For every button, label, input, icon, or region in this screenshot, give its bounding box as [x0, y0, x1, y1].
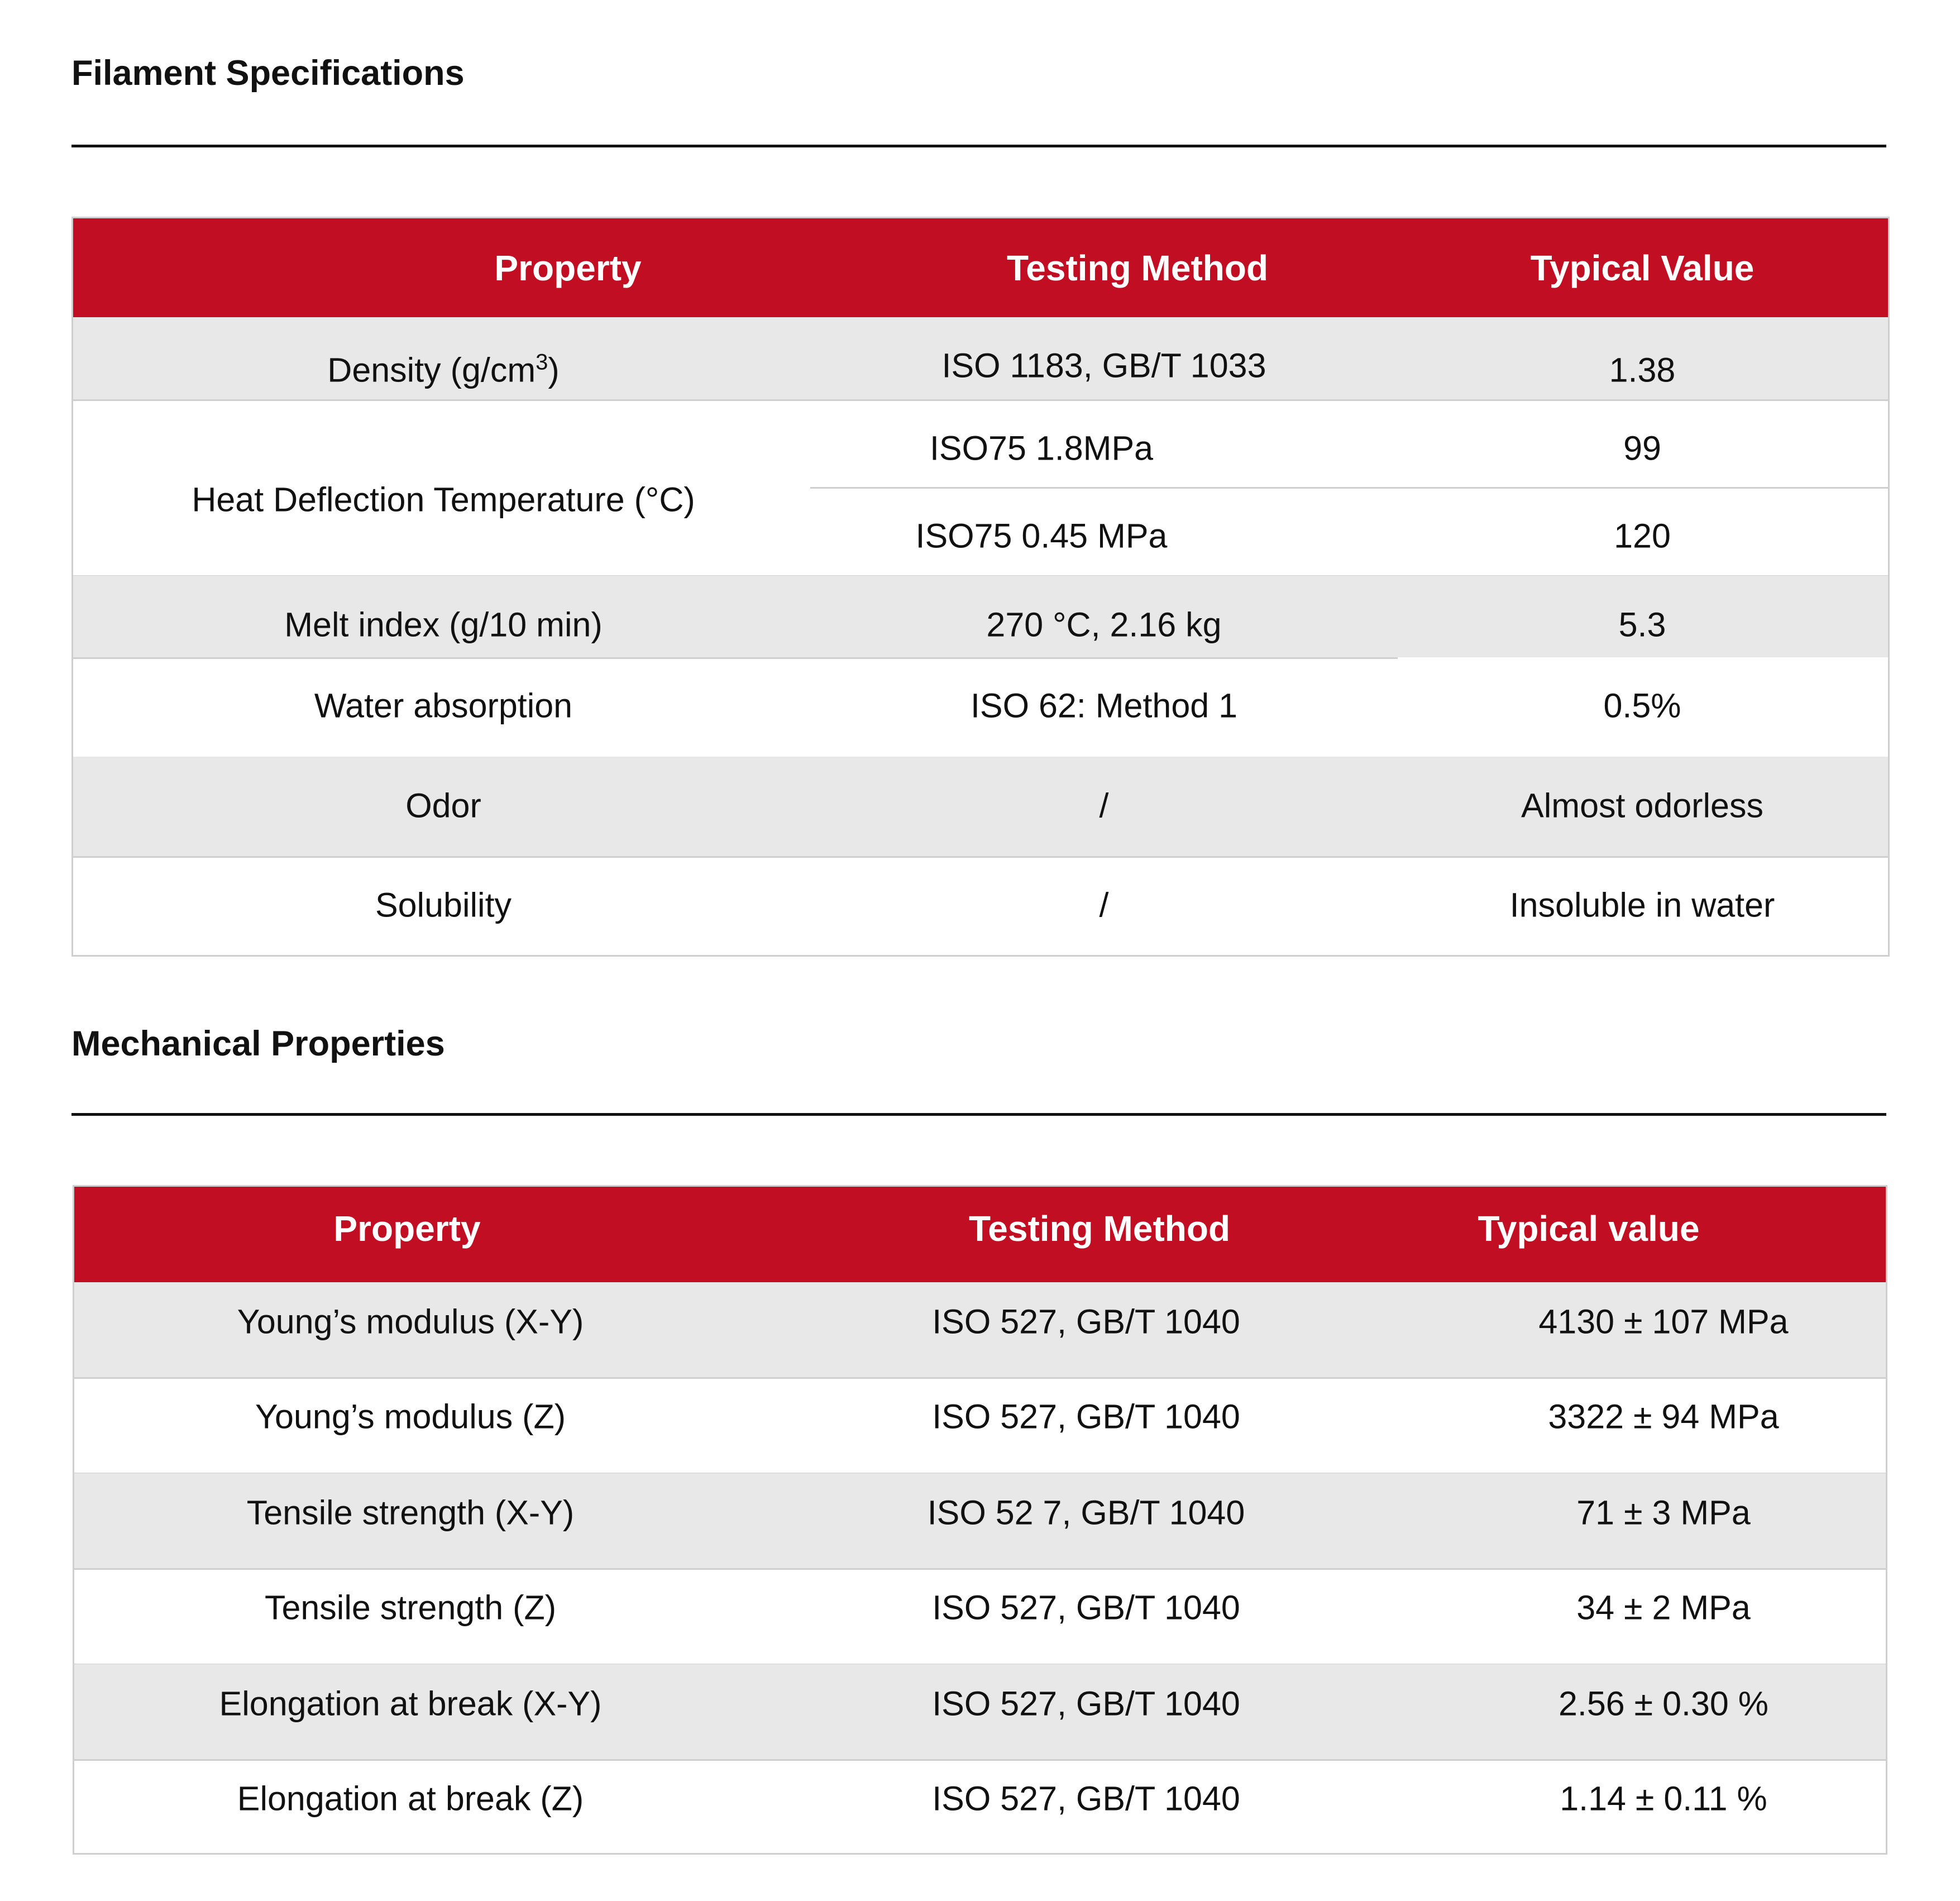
row-melt-value: 5.3 [1618, 605, 1666, 644]
row-odor-property: Odor [405, 786, 481, 825]
row-hdt-value-1: 99 [1623, 429, 1661, 467]
row-tensile-xy-method: ISO 52 7, GB/T 1040 [927, 1493, 1245, 1532]
row-elongation-z-value: 1.14 ± 0.11 % [1560, 1779, 1767, 1818]
row-elongation-z-property: Elongation at break (Z) [237, 1779, 584, 1818]
row-water-value: 0.5% [1603, 686, 1681, 725]
header-typical-value: Typical Value [1530, 248, 1755, 288]
mechanical-properties-table [73, 1185, 1887, 1855]
row-water-method: ISO 62: Method 1 [970, 686, 1238, 725]
row-density-value: 1.38 [1609, 351, 1676, 389]
header-property: Property [333, 1209, 481, 1249]
section-title-filament: Filament Specifications [71, 54, 465, 93]
row-tensile-z-property: Tensile strength (Z) [264, 1588, 557, 1627]
row-solubility-method: / [1099, 886, 1109, 924]
row-divider [74, 1568, 1886, 1570]
row-hdt-value-2: 120 [1614, 517, 1671, 555]
row-density-property: Density $(g/cm^3)$ [327, 350, 560, 389]
row-subdivider [810, 487, 1888, 489]
row-youngs-z-value: 3322 ± 94 MPa [1548, 1397, 1779, 1436]
row-elongation-xy-value: 2.56 ± 0.30 % [1558, 1684, 1769, 1723]
row-youngs-xy-method: ISO 527, GB/T 1040 [932, 1302, 1240, 1341]
row-tensile-xy-value: 71 ± 3 MPa [1576, 1493, 1751, 1532]
row-divider [73, 657, 1398, 659]
header-typical-value: Typical value [1478, 1209, 1700, 1249]
row-melt-method: 270 °C, 2.16 kg [986, 605, 1222, 644]
row-hdt-method-2: ISO75 0.45 MPa [915, 517, 1168, 555]
row-elongation-xy-method: ISO 527, GB/T 1040 [932, 1684, 1240, 1723]
row-melt-property: Melt index (g/10 min) [284, 605, 603, 644]
row-divider [73, 856, 1888, 858]
row-youngs-z-property: Young’s modulus (Z) [255, 1397, 566, 1436]
header-testing-method: Testing Method [1006, 248, 1269, 288]
section-title-mechanical: Mechanical Properties [71, 1024, 445, 1063]
row-elongation-z-method: ISO 527, GB/T 1040 [932, 1779, 1240, 1818]
row-solubility-value: Insoluble in water [1509, 886, 1775, 924]
header-testing-method: Testing Method [968, 1209, 1231, 1249]
row-divider [73, 399, 1888, 401]
row-tensile-z-method: ISO 527, GB/T 1040 [932, 1588, 1240, 1627]
row-hdt-property: Heat Deflection Temperature (°C) [192, 480, 695, 519]
row-elongation-xy-property: Elongation at break (X-Y) [219, 1684, 602, 1723]
row-divider [74, 1759, 1886, 1761]
row-youngs-z-method: ISO 527, GB/T 1040 [932, 1397, 1240, 1436]
header-property: Property [494, 248, 642, 288]
row-tensile-xy-property: Tensile strength (X-Y) [246, 1493, 575, 1532]
section-divider [71, 145, 1886, 147]
row-divider [74, 1377, 1886, 1379]
section-divider [71, 1113, 1886, 1116]
row-odor-value: Almost odorless [1521, 786, 1763, 825]
row-hdt-method-1: ISO75 1.8MPa [929, 429, 1154, 467]
row-water-property: Water absorption [314, 686, 573, 725]
row-solubility-property: Solubility [375, 886, 512, 924]
row-density-method: ISO 1183, GB/T 1033 [941, 346, 1266, 385]
row-odor-method: / [1099, 786, 1109, 825]
row-youngs-xy-value: 4130 ± 107 MPa [1538, 1302, 1789, 1341]
row-youngs-xy-property: Young’s modulus (X-Y) [237, 1302, 584, 1341]
filament-spec-table [71, 217, 1890, 957]
row-tensile-z-value: 34 ± 2 MPa [1576, 1588, 1751, 1627]
